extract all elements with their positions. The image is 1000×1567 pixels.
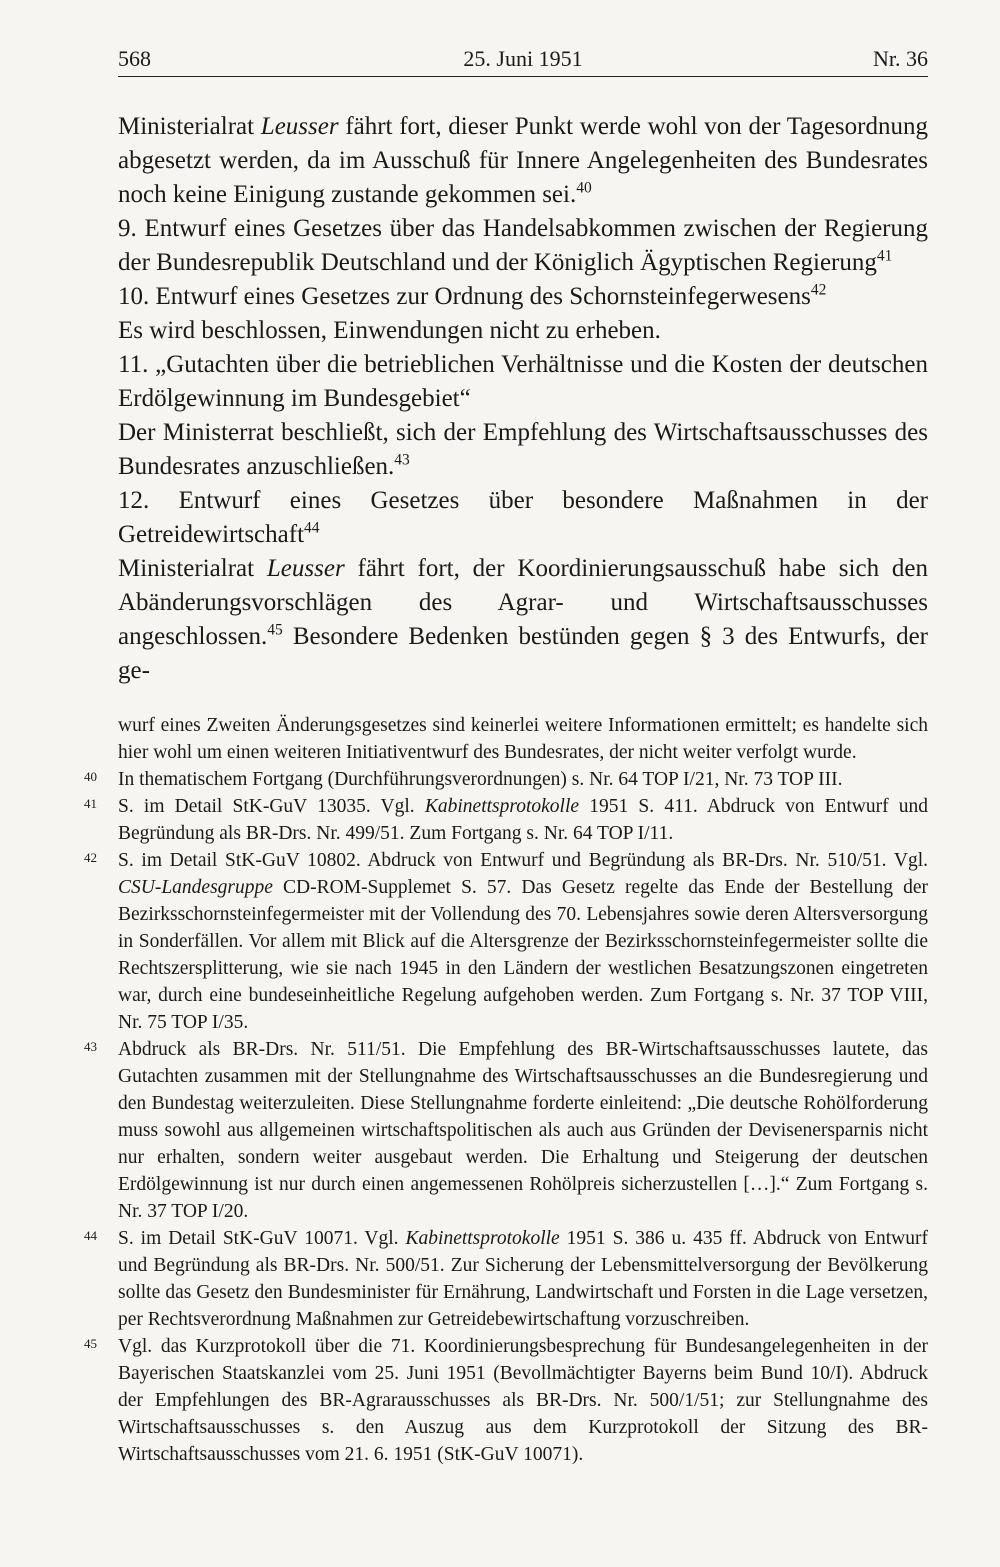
text-run: 1951 S. 411. Abdruck von Entwurf und Begründung als BR-Drs. Nr. 499/51. Zum Fortgang s. Nr. 64 TOP I/11. bbox=[118, 796, 929, 844]
footnote bbox=[84, 1333, 928, 1468]
text-run: 1951 S. 386 u. 435 ff. Abdruck von Entwurf und Begründung als BR-Drs. Nr. 500/51. Zur Sicherung der Lebensmittelversorgung der Bevölkerung sollte das Gesetz den Bundesminister für Ernährung, Landwirtschaft und Forsten in die Lage versetzen, per Rechtsverordnung Maßnahmen zur Getreidebewirtschaftung vorzuschreiben. bbox=[118, 1228, 928, 1330]
text-run: S. im Detail StK-GuV 13035. Vgl. bbox=[118, 796, 425, 817]
footnote bbox=[84, 1225, 928, 1333]
text-run: Der Ministerrat beschließt, sich der Empfehlung des Wirtschaftsausschusses des Bundesrates anzuschließen. bbox=[118, 419, 928, 480]
text-run: S. im Detail StK-GuV 10802. Abdruck von Entwurf und Begründung als BR-Drs. Nr. 510/51. Vgl. bbox=[118, 850, 928, 871]
footnote-number: 45 bbox=[84, 1336, 97, 1351]
footnotes bbox=[84, 712, 929, 1468]
page-number: 568 bbox=[118, 46, 151, 71]
text-run: Ministerialrat bbox=[118, 113, 261, 140]
paragraph bbox=[118, 110, 928, 212]
text-run: Besondere Bedenken bestünden gegen § 3 des Entwurfs, der ge- bbox=[118, 623, 928, 684]
footnote-ref: 40 bbox=[576, 179, 592, 197]
footnote bbox=[84, 847, 928, 1036]
text-run: In thematischem Fortgang (Durchführungsverordnungen) s. Nr. 64 TOP I/21, Nr. 73 TOP III. bbox=[118, 769, 843, 790]
text-run: fährt fort, der Koordinierungsausschuß habe sich den Abänderungsvorschlägen des Agrar- und Wirtschaftsausschusses angeschlossen. bbox=[118, 555, 928, 650]
footnote bbox=[84, 766, 928, 793]
text-run: Abdruck als BR-Drs. Nr. 511/51. Die Empfehlung des BR-Wirtschaftsausschusses lautete, das Gutachten zusammen mit der Stellungnahme des Wirtschaftsausschusses an die Bundesregierung und den Bundestag weiterzuleiten. Diese Stellungnahme forderte einleitend: „Die deutsche Rohölforderung muss sowohl aus allgemeinen wirtschaftspolitischen als auch aus Gründen der Devisenersparnis nicht nur erhalten, sondern weiter ausgebaut werden. Die Erhaltung und Steigerung der deutschen Erdölgewinnung ist nur durch einen angemessenen Rohölpreis sicherzustellen […].“ Zum Fortgang s. Nr. 37 TOP I/20. bbox=[118, 1039, 928, 1222]
footnote-ref: 41 bbox=[876, 247, 893, 265]
paragraph bbox=[118, 314, 928, 348]
footnote-text bbox=[118, 1225, 928, 1333]
footnote-ref: 44 bbox=[304, 519, 320, 537]
paragraph bbox=[118, 348, 928, 416]
text-run: 12. Entwurf eines Gesetzes über besondere Maßnahmen in der Getreidewirtschaft bbox=[118, 487, 928, 548]
footnote-ref: 43 bbox=[394, 451, 410, 469]
paragraph bbox=[118, 552, 928, 688]
paragraph bbox=[118, 416, 928, 484]
text-run: 11. „Gutachten über die betrieblichen Verhältnisse und die Kosten der deutschen Erdölgewinnung im Bundesgebiet“ bbox=[118, 351, 928, 412]
footnote-text bbox=[118, 766, 928, 793]
italic-name: Leusser bbox=[260, 113, 339, 140]
paragraph bbox=[118, 484, 928, 552]
text-run: Vgl. das Kurzprotokoll über die 71. Koordinierungsbesprechung für Bundesangelegenheiten in der Bayerischen Staatskanzlei vom 25. Juni 1951 (Bevollmächtigter Bayerns beim Bund 10/I). Abdruck der Empfehlungen des BR-Agrarausschusses als BR-Drs. Nr. 500/1/51; zur Stellungnahme des Wirtschaftsausschusses s. den Auszug aus dem Kurzprotokoll der Sitzung des BR-Wirtschaftsausschusses vom 21. 6. 1951 (StK-GuV 10071). bbox=[118, 1336, 928, 1465]
text-run: CD-ROM-Supplemet S. 57. Das Gesetz regelte das Ende der Bestellung der Bezirksschornsteinfegermeister mit der Vollendung des 70. Lebensjahres sowie deren Altersversorgung in Sonderfällen. Vor allem mit Blick auf die Altersgrenze der Bezirksschornsteinfegermeister sollte die Rechtszersplitterung, wie sie nach 1945 in den Ländern der westlichen Besatzungszonen eingetreten war, durch eine bundeseinheitliche Regelung aufgehoben werden. Zum Fortgang s. Nr. 37 TOP VIII, Nr. 75 TOP I/35. bbox=[118, 877, 928, 1033]
footnote-ref: 42 bbox=[810, 281, 827, 299]
main-text bbox=[118, 110, 928, 688]
issue-number: Nr. 36 bbox=[873, 46, 928, 71]
text-run: S. im Detail StK-GuV 10071. Vgl. bbox=[118, 1228, 406, 1249]
italic-name: CSU-Landesgruppe bbox=[118, 877, 273, 898]
footnote-number: 41 bbox=[84, 796, 97, 811]
text-run: fährt fort, dieser Punkt werde wohl von der Tagesordnung abgesetzt werden, da im Ausschuß für Innere Angelegenheiten des Bundesrates noch keine Einigung zustande gekommen sei. bbox=[118, 113, 928, 208]
footnote-number: 42 bbox=[84, 850, 97, 865]
italic-name: Leusser bbox=[266, 555, 345, 582]
footnote bbox=[84, 1036, 928, 1225]
footnote-text bbox=[118, 793, 928, 847]
italic-name: Kabinettsprotokolle bbox=[405, 1228, 560, 1249]
text-run: Es wird beschlossen, Einwendungen nicht zu erheben. bbox=[118, 317, 661, 344]
header-date: 25. Juni 1951 bbox=[463, 46, 583, 71]
italic-name: Kabinettsprotokolle bbox=[424, 796, 580, 817]
paragraph bbox=[118, 212, 928, 280]
footnote-text bbox=[118, 1036, 928, 1225]
footnote-ref: 45 bbox=[267, 621, 283, 639]
footnote-number: 44 bbox=[84, 1228, 97, 1243]
running-header bbox=[118, 44, 928, 77]
text-run: Ministerialrat bbox=[118, 555, 267, 582]
paragraph bbox=[118, 280, 928, 314]
text-run: 9. Entwurf eines Gesetzes über das Handelsabkommen zwischen der Regierung der Bundesrepublik Deutschland und der Königlich Ägyptischen Regierung bbox=[118, 215, 928, 276]
text-run: 10. Entwurf eines Gesetzes zur Ordnung des Schornsteinfegerwesens bbox=[118, 283, 811, 310]
footnote-continuation: wurf eines Zweiten Änderungsgesetzes sind keinerlei weitere Informationen ermittelt; es handelte sich hier wohl um einen weiteren Initiativentwurf des Bundesrates, der nicht weiter verfolgt wurde. bbox=[118, 715, 928, 763]
footnote-number: 43 bbox=[84, 1039, 97, 1054]
footnote bbox=[84, 793, 929, 847]
footnote-text bbox=[118, 1333, 928, 1468]
footnote-number: 40 bbox=[84, 769, 97, 784]
footnote-list bbox=[84, 766, 929, 1468]
footnote-text bbox=[118, 847, 928, 1036]
